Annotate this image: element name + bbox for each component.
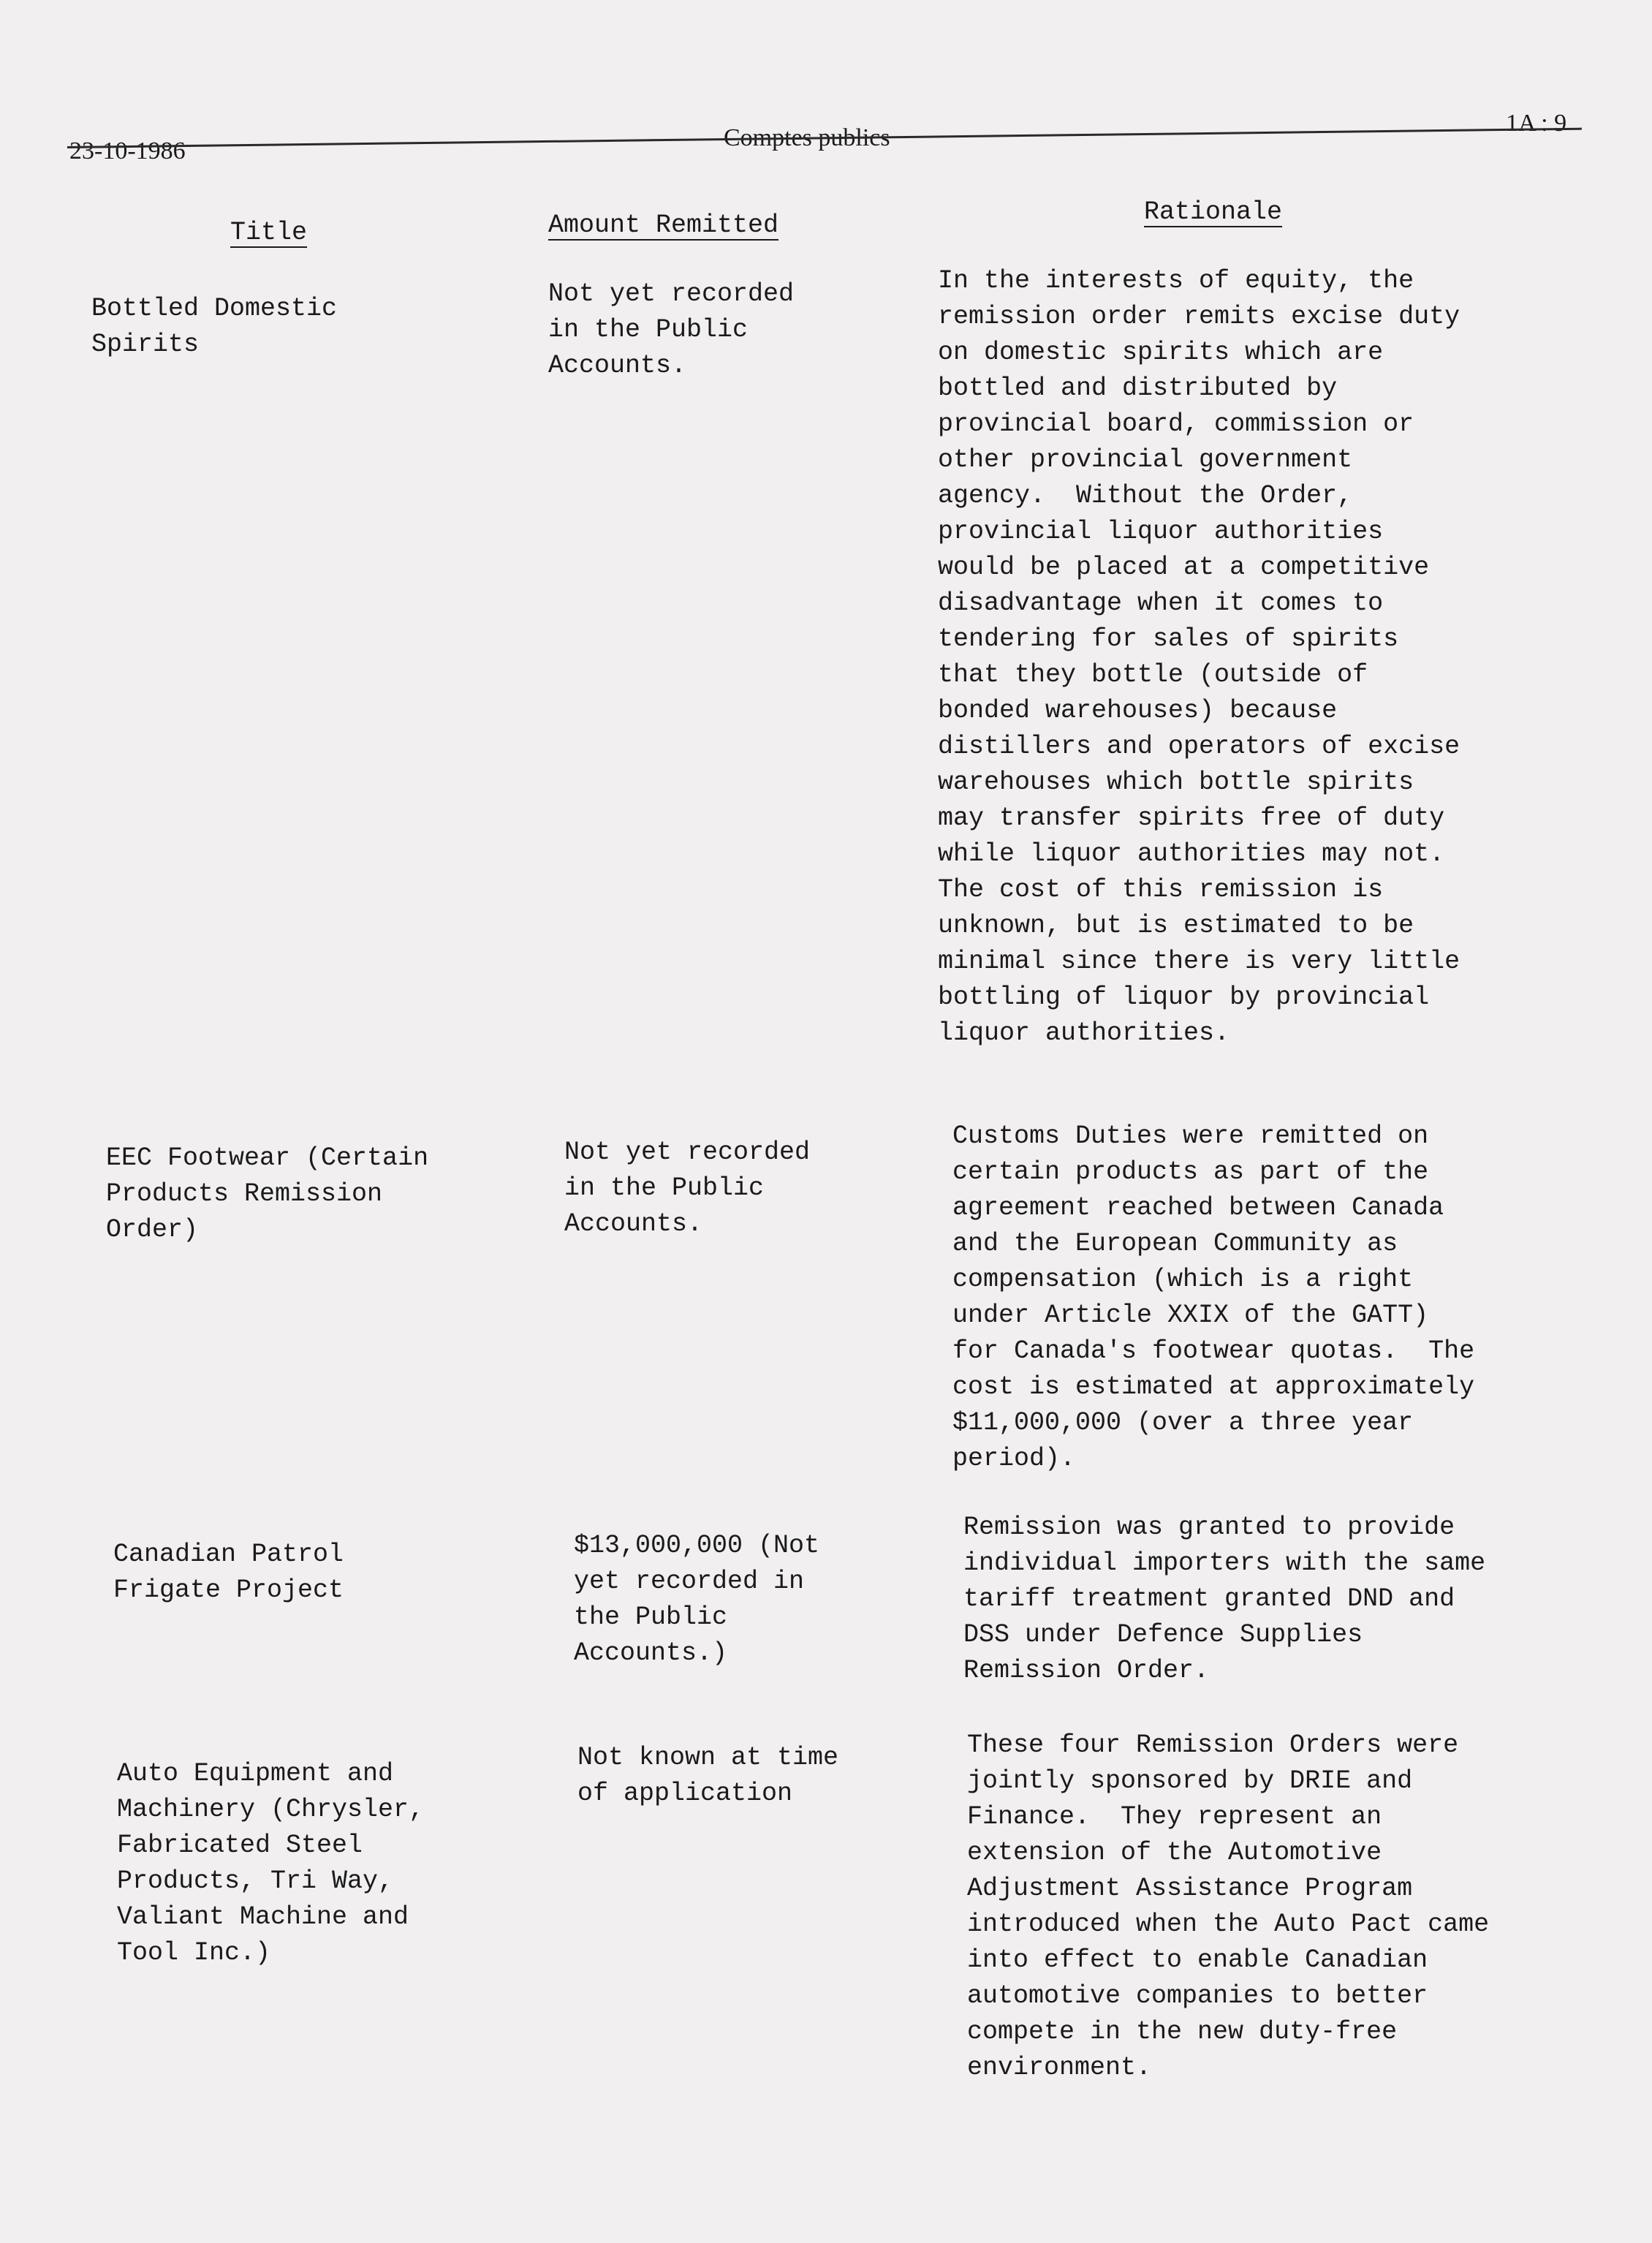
row-amount: $13,000,000 (Not yet recorded in the Public Accounts.) (574, 1531, 820, 1668)
header-date: 23-10-1986 (69, 137, 186, 164)
row-amount: Not known at time of application (577, 1743, 839, 1808)
column-header-title: Title (230, 218, 308, 247)
row-title: Bottled Domestic Spirits (91, 294, 338, 359)
row-rationale: In the interests of equity, the remission order remits excise duty on domestic spirits which are bottled and distributed by provincial board, commission or other provincial government agency. Without the Order, provincial liquor authorities would be placed at a competitive disadvantage when it comes to tendering for sales of spirits that they bottle (outside of bonded warehouses) because distillers and operators of excise warehouses which bottle spirits may transfer spirits free of duty while liquor authorities may not. The cost of this remission is unknown, but is estimated to be minimal since there is very little bottling of liquor by provincial liquor authorities. (938, 266, 1460, 1048)
row-title: Canadian Patrol Frigate Project (113, 1540, 344, 1605)
column-header-amount-remitted: Amount Remitted (548, 211, 779, 240)
row-title: Auto Equipment and Machinery (Chrysler, Fabricated Steel Products, Tri Way, Valiant Machine and Tool Inc.) (117, 1759, 425, 1967)
row-amount: Not yet recorded in the Public Accounts. (548, 279, 795, 380)
row-rationale: Customs Duties were remitted on certain products as part of the agreement reached between Canada and the European Community as compensation (which is a right under Article XXIX of the GATT) for Canada's footwear quotas. The cost is estimated at approximately $11,000,000 (over a three year period). (952, 1122, 1475, 1473)
header-page-number: 1A : 9 (1506, 110, 1567, 137)
row-title: EEC Footwear (Certain Products Remission Order) (106, 1143, 429, 1244)
row-amount: Not yet recorded in the Public Accounts. (564, 1138, 811, 1238)
column-header-rationale: Rationale (1144, 197, 1283, 227)
row-rationale: These four Remission Orders were jointly sponsored by DRIE and Finance. They represent an extension of the Automotive Adjustment Assistance Program introduced when the Auto Pact came into effect to enable Canadian automotive companies to better compete in the new duty-free environment. (967, 1731, 1490, 2082)
row-rationale: Remission was granted to provide individual importers with the same tariff treatment granted DND and DSS under Defence Supplies Remission Order. (963, 1513, 1486, 1685)
